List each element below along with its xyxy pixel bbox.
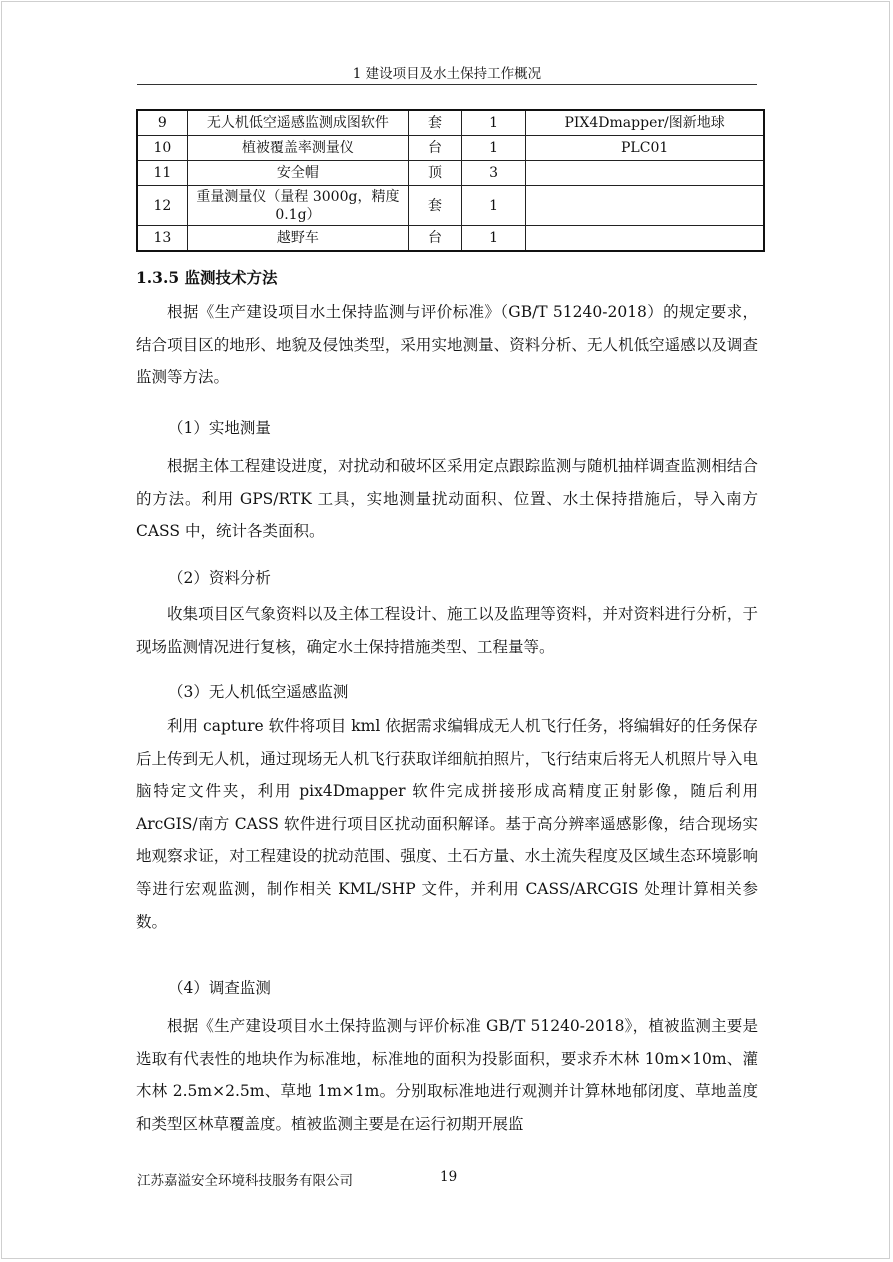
intro-paragraph: 根据《生产建设项目水土保持监测与评价标准》（GB/T 51240-2018）的规定要求，结合项目区的地形、地貌及侵蚀类型，采用实地测量、资料分析、无人机低空遥感以及调查监测等方法。: [136, 303, 758, 387]
subheading-field-survey: （1）实地测量: [168, 419, 271, 437]
table-cell: [526, 226, 764, 252]
table-cell: 套: [409, 110, 462, 136]
table-row: [137, 136, 764, 161]
table-cell: 1: [461, 186, 526, 226]
subheading-data-analysis: （2）资料分析: [168, 569, 271, 587]
subheading-uav-remote-sensing: （3）无人机低空遥感监测: [168, 683, 349, 701]
section-heading: 1.3.5 监测技术方法: [136, 268, 278, 287]
field-survey-paragraph: 根据主体工程建设进度，对扰动和破坏区采用定点跟踪监测与随机抽样调查监测相结合的方法。利用 GPS/RTK 工具，实地测量扰动面积、位置、水土保持措施后，导入南方 CASS 中，统计各类面积。: [136, 457, 758, 541]
table-cell: 3: [461, 161, 526, 186]
subheading-investigation: （4）调查监测: [168, 979, 271, 997]
table-row: [137, 186, 764, 226]
table-row: [137, 110, 764, 136]
table-cell: 9: [137, 110, 187, 136]
table-cell: 台: [409, 226, 462, 252]
table-cell: 1: [461, 226, 526, 252]
table-cell: 顶: [409, 161, 462, 186]
investigation-paragraph: 根据《生产建设项目水土保持监测与评价标准 GB/T 51240-2018》，植被监测主要是选取有代表性的地块作为标准地，标准地的面积为投影面积，要求乔木林 10m×10m、灌木林 2.5m×2.5m、草地 1m×1m。分别取标准地进行观测并计算林地郁闭度、草地盖度和类型区林草覆盖度。植被监测主要是在运行初期开展监: [136, 1017, 758, 1133]
page-number: 19: [440, 1169, 458, 1185]
table-cell: [526, 161, 764, 186]
table-cell: 无人机低空遥感监测成图软件: [187, 110, 408, 136]
uav-remote-sensing-paragraph: 利用 capture 软件将项目 kml 依据需求编辑成无人机飞行任务，将编辑好的任务保存后上传到无人机，通过现场无人机飞行获取详细航拍照片，飞行结束后将无人机照片导入电脑特定文件夹，利用 pix4Dmapper 软件完成拼接形成高精度正射影像，随后利用 ArcGIS/南方 CASS 软件进行项目区扰动面积解译。基于高分辨率遥感影像，结合现场实地观察求证，对工程建设的扰动范围、强度、土石方量、水土流失程度及区域生态环境影响等进行宏观监测，制作相关 KML/SHP 文件，并利用 CASS/ARCGIS 处理计算相关参数。: [136, 717, 758, 931]
table-cell: 13: [137, 226, 187, 252]
table-cell: 套: [409, 186, 462, 226]
table-cell: 安全帽: [187, 161, 408, 186]
table-cell: 1: [461, 136, 526, 161]
data-analysis-paragraph: 收集项目区气象资料以及主体工程设计、施工以及监理等资料，并对资料进行分析，于现场监测情况进行复核，确定水土保持措施类型、工程量等。: [136, 605, 758, 656]
table-cell: [526, 186, 764, 226]
table-cell: 11: [137, 161, 187, 186]
table-cell: 12: [137, 186, 187, 226]
table-cell: 植被覆盖率测量仪: [187, 136, 408, 161]
equipment-table: [136, 109, 765, 252]
table-cell: 越野车: [187, 226, 408, 252]
table-cell: 重量测量仪（量程 3000g，精度 0.1g）: [187, 186, 408, 226]
table-cell: PLC01: [526, 136, 764, 161]
table-row: [137, 161, 764, 186]
header-rule: [137, 84, 757, 85]
footer-company: 江苏嘉溢安全环境科技服务有限公司: [137, 1173, 353, 1189]
table-row: [137, 226, 764, 252]
table-cell: PIX4Dmapper/图新地球: [526, 110, 764, 136]
table-cell: 台: [409, 136, 462, 161]
page-header: 1 建设项目及水土保持工作概况: [352, 66, 542, 82]
table-cell: 10: [137, 136, 187, 161]
table-cell: 1: [461, 110, 526, 136]
